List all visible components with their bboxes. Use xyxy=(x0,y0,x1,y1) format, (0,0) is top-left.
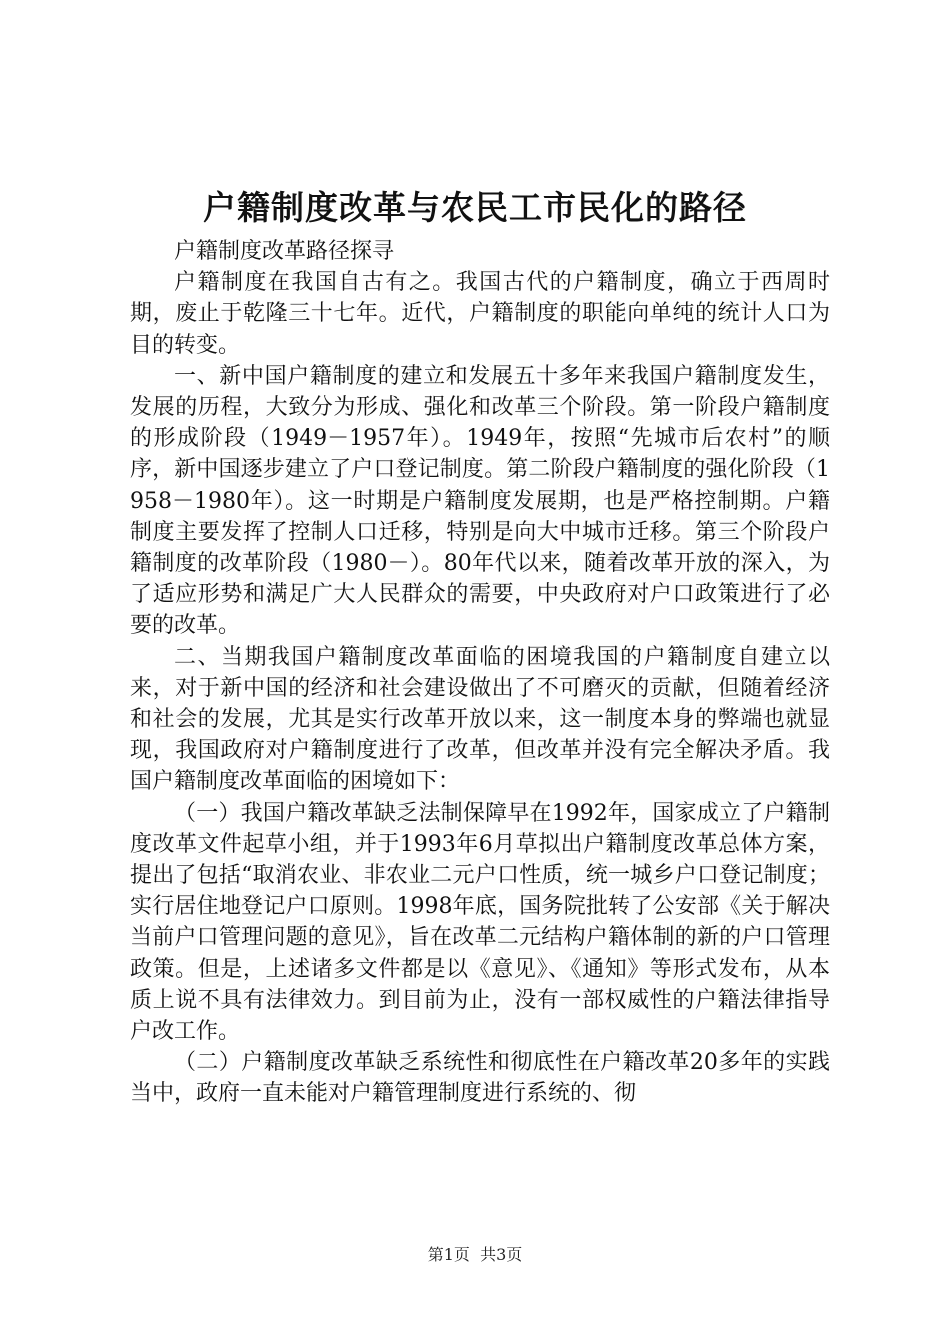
paragraph-subsection-one: （一）我国户籍改革缺乏法制保障早在1992年，国家成立了户籍制度改革文件起草小组，并于1993年6月草拟出户籍制度改革总体方案，提出了包括“取消农业、非农业二元户口性质，统一城乡户口登记制度；实行居住地登记户口原则。1998年底，国务院批转了公安部《关于解决当前户口管理问题的意见》，旨在改革二元结构户籍体制的新的户口管理政策。但是，上述诸多文件都是以《意见》、《通知》等形式发布，从本质上说不具有法律效力。到目前为止，没有一部权威性的户籍法律指导户改工作。 xyxy=(130,800,830,1045)
paragraph-section-two: 二、当期我国户籍制度改革面临的困境我国的户籍制度自建立以来，对于新中国的经济和社会建设做出了不可磨灭的贡献，但随着经济和社会的发展，尤其是实行改革开放以来，这一制度本身的弊端也就显现，我国政府对户籍制度进行了改革，但改革并没有完全解决矛盾。我国户籍制度改革面临的困境如下： xyxy=(130,644,830,795)
total-pages: 共3页 xyxy=(480,1245,523,1264)
paragraph-subtitle: 户籍制度改革路径探寻 xyxy=(174,239,395,264)
page-footer xyxy=(0,1244,950,1266)
document-title: 户籍制度改革与农民工市民化的路径 xyxy=(203,188,747,227)
footer-separator xyxy=(470,1245,480,1264)
paragraph-intro: 户籍制度在我国自古有之。我国古代的户籍制度，确立于西周时期，废止于乾隆三十七年。近代，户籍制度的职能向单纯的统计人口为目的转变。 xyxy=(130,270,830,358)
paragraph-section-one: 一、新中国户籍制度的建立和发展五十多年来我国户籍制度发生，发展的历程，大致分为形成、强化和改革三个阶段。第一阶段户籍制度的形成阶段（1949－1957年）。1949年，按照“先城市后农村”的顺序，新中国逐步建立了户口登记制度。第二阶段户籍制度的强化阶段（1958－1980年）。这一时期是户籍制度发展期，也是严格控制期。户籍制度主要发挥了控制人口迁移，特别是向大中城市迁移。第三个阶段户籍制度的改革阶段（1980－）。80年代以来，随着改革开放的深入，为了适应形势和满足广大人民群众的需要，中央政府对户口政策进行了必要的改革。 xyxy=(130,363,830,639)
document-body xyxy=(130,236,830,1110)
paragraph-subsection-two: （二）户籍制度改革缺乏系统性和彻底性在户籍改革20多年的实践当中，政府一直未能对户籍管理制度进行系统的、彻 xyxy=(130,1050,830,1107)
page-number: 第1页 xyxy=(427,1245,470,1264)
